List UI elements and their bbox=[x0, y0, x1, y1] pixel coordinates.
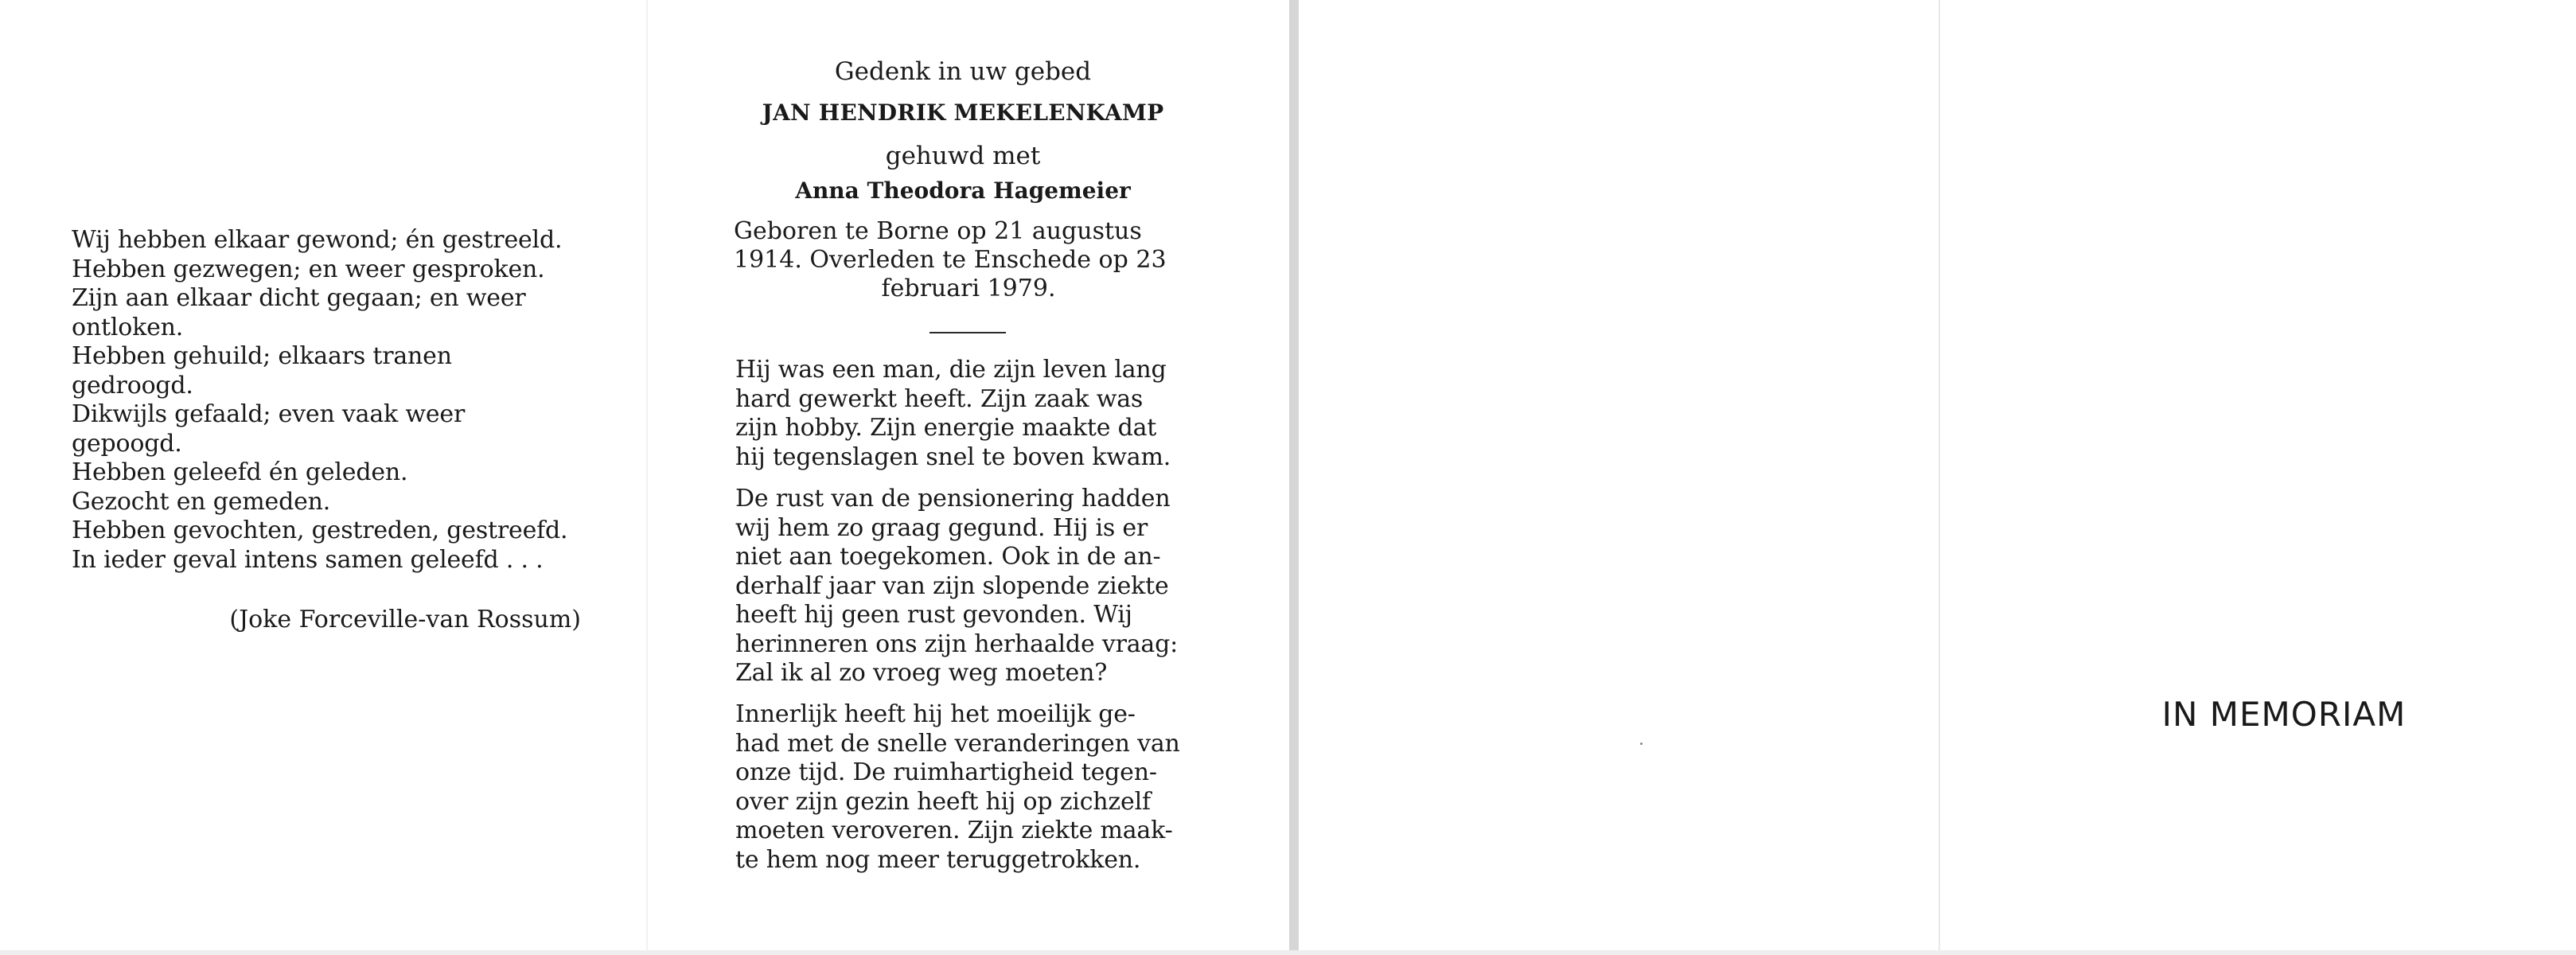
deceased-name: JAN HENDRIK MEKELENKAMP bbox=[762, 99, 1164, 126]
poem-line: gepoogd. bbox=[72, 429, 182, 458]
paragraph-line: onze tijd. De ruimhartigheid tegen- bbox=[735, 758, 1157, 786]
poem-line: Hebben geleefd én geleden. bbox=[72, 458, 408, 486]
paragraph-line: had met de snelle veranderingen van bbox=[735, 729, 1180, 758]
paragraph-line: De rust van de pensionering hadden bbox=[735, 485, 1171, 513]
paragraph-line: moeten veroveren. Zijn ziekte maak- bbox=[735, 817, 1173, 844]
paper-speck bbox=[1640, 743, 1643, 745]
poem-line: Hebben gevochten, gestreden, gestreefd. bbox=[72, 516, 568, 544]
paragraph-line: niet aan toegekomen. Ook in de an- bbox=[735, 543, 1161, 571]
life-dates bbox=[734, 217, 1203, 303]
paragraph-line: Hij was een man, die zijn leven lang bbox=[735, 356, 1167, 384]
paragraph-line: zijn hobby. Zijn energie maakte dat bbox=[735, 414, 1157, 442]
poem bbox=[72, 226, 589, 575]
memorial-paragraph bbox=[735, 485, 1205, 688]
remember-heading: Gedenk in uw gebed bbox=[834, 57, 1092, 86]
spouse-name: Anna Theodora Hagemeier bbox=[795, 177, 1131, 204]
fold-crease bbox=[646, 0, 648, 955]
divider-rule bbox=[929, 332, 1006, 333]
memorial-paragraph bbox=[735, 700, 1205, 875]
poem-line: gedroogd. bbox=[72, 371, 193, 400]
paragraph-line: Zal ik al zo vroeg weg moeten? bbox=[735, 659, 1108, 687]
poem-author: (Joke Forceville-van Rossum) bbox=[229, 606, 581, 633]
paragraph-line: hard gewerkt heeft. Zijn zaak was bbox=[735, 384, 1144, 413]
paragraph-line: hij tegenslagen snel te boven kwam. bbox=[735, 442, 1171, 471]
paragraph-line: Innerlijk heeft hij het moeilijk ge- bbox=[735, 700, 1136, 728]
paragraph-line: over zijn gezin heeft hij op zichzelf bbox=[735, 787, 1151, 816]
poem-line: Hebben gezwegen; en weer gesproken. bbox=[72, 255, 545, 283]
married-to-label: gehuwd met bbox=[885, 142, 1041, 170]
paragraph-line: herinneren ons zijn herhaalde vraag: bbox=[735, 630, 1179, 658]
poem-line: Wij hebben elkaar gewond; én gestreeld. bbox=[72, 226, 563, 254]
poem-line: Zijn aan elkaar dicht gegaan; en weer bbox=[72, 284, 526, 312]
poem-line: In ieder geval intens samen geleefd . . . bbox=[72, 545, 544, 574]
paragraph-line: derhalf jaar van zijn slopende ziekte bbox=[735, 571, 1169, 600]
dates-line: 1914. Overleden te Enschede op 23 bbox=[734, 246, 1167, 274]
paper-bottom-edge bbox=[0, 950, 2576, 955]
paragraph-line: wij hem zo graag gegund. Hij is er bbox=[735, 513, 1148, 542]
poem-line: ontloken. bbox=[72, 313, 184, 341]
poem-line: Dikwijls gefaald; even vaak weer bbox=[72, 400, 466, 428]
paragraph-line: te hem nog meer teruggetrokken. bbox=[735, 845, 1141, 874]
paragraph-line: heeft hij geen rust gevonden. Wij bbox=[735, 601, 1132, 629]
cover-title: IN MEMORIAM bbox=[2161, 695, 2406, 734]
memorial-paragraph bbox=[735, 356, 1205, 472]
poem-line: Hebben gehuild; elkaars tranen bbox=[72, 342, 452, 370]
outside-spread bbox=[1299, 0, 2576, 955]
dates-line: Geboren te Borne op 21 augustus bbox=[734, 217, 1142, 245]
fold-crease bbox=[1939, 0, 1940, 955]
scan-gap bbox=[1289, 0, 1299, 955]
poem-line: Gezocht en gemeden. bbox=[72, 487, 331, 516]
dates-line: februari 1979. bbox=[881, 275, 1056, 302]
